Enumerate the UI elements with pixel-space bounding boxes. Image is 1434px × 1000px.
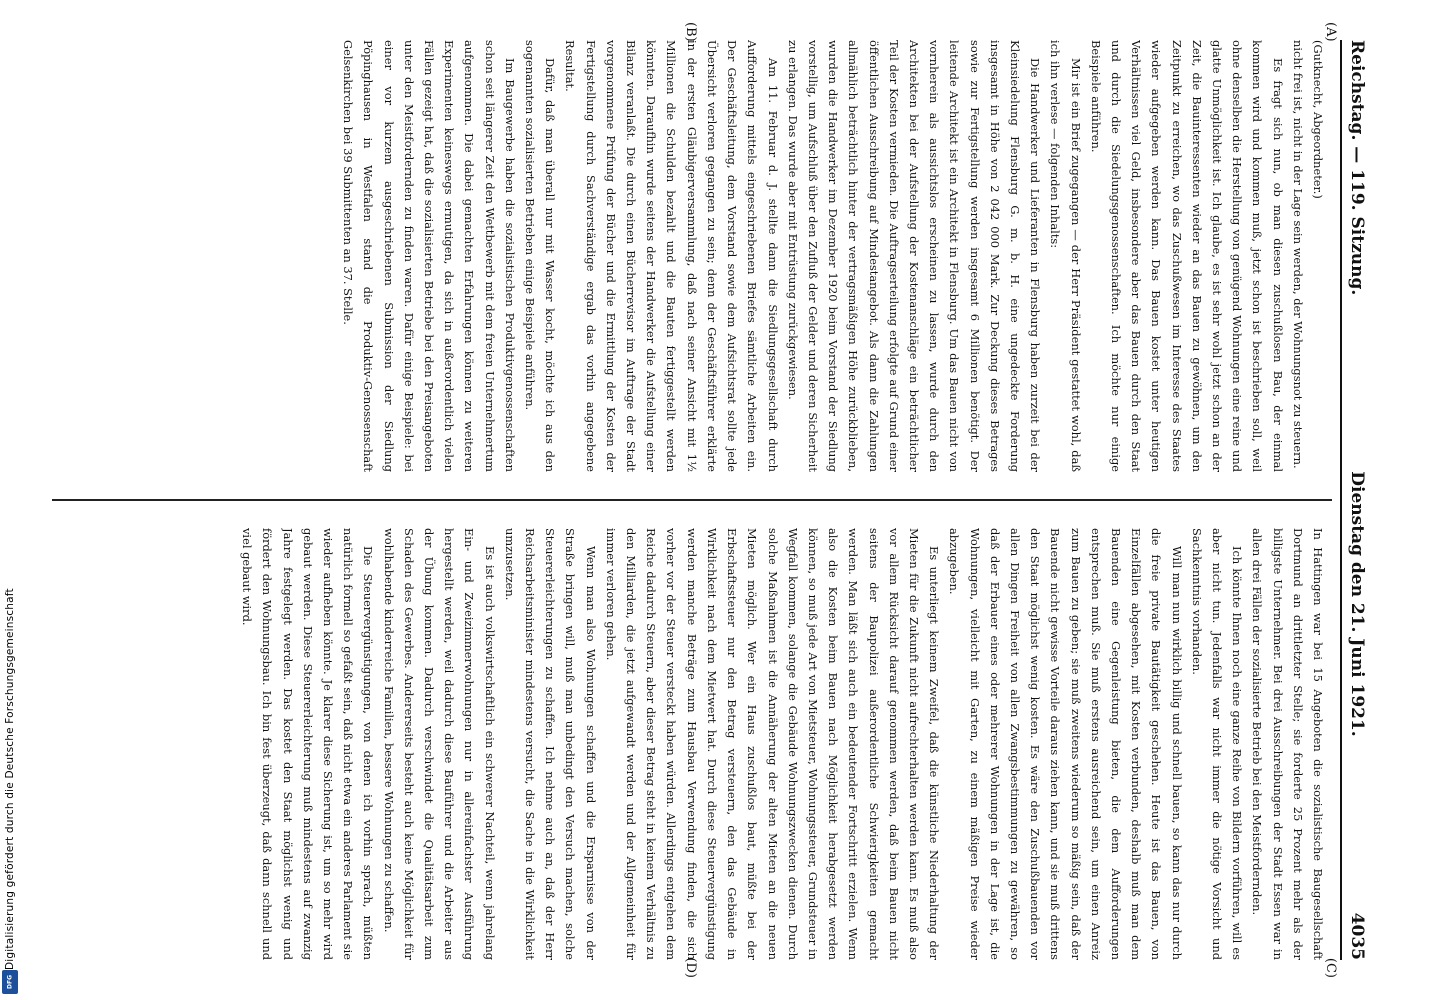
left-column (58, 40, 1328, 472)
paragraph: Es fragt sich nun, ob man diesen zuschußlosen Bau, der einmal kommen wird und kommen muß, jetzt schon ist beschrieben soll, weil ohne denselben die Herstellung von genügend Wohnungen eine reine und glatte Unmöglichkeit ist. Ich glaube, es ist sehr wohl jetzt schon an der Zeit, die Bauinteressenten wieder an das Bauen zu gewöhnen, um den Zeitpunkt zu erreichen, wo das Zuschußwesen im Interesse des Staates wieder aufgegeben werden kann. Das Bauen kostet unter heutigen Verhältnissen viel Geld, insbesondere aber das Bauen durch den Staat und durch die Siedelungsgenossenschaften. Ich möchte nur einige Beispiele anführen. (1088, 40, 1285, 472)
header-left: Reichstag. — 119. Sitzung. (1347, 40, 1367, 296)
header-center: Dienstag den 21. Juni 1921. (1347, 471, 1367, 737)
page-header (1340, 40, 1372, 960)
margin-mark-c: (C) (1323, 957, 1338, 978)
paragraph: Will man nun wirklich billig und schnell bauen, so kann das nur durch die freie private Bautätigkeit geschehen. Heute ist das Bauen, von Einzelfällen abgesehen, mit Kosten verbunden, deshalb muß man dem Bauenden eine Gegenleistung bieten, die dem Aufforderungen entsprechen muß. Sie muß erstens ausreichend sein, um einen Anreiz zum Bauen zu geben; sie muß zweitens wiederum so mäßig sein, daß der Bauende nicht gewisse Vorteile daraus ziehen kann, und sie muß drittens den Staat möglichst wenig kosten. Es wäre den Zuschußbauenden vor allen Dingen Freiheit von allen Zwangsbestimmungen zu gewähren, so daß der Erbauer eines oder mehrerer Wohnungen in der Lage ist, die Wohnungen, vielleicht mit Garten, zu einem mäßigen Preise wieder abzugeben. (947, 528, 1184, 960)
paragraph: (Gutknecht, Abgeordneter.) (1311, 40, 1325, 199)
dfg-logo-icon: DFG (2, 970, 18, 994)
paragraph: Am 11. Februar d. J. stellte dann die Siedlungsgesellschaft durch Aufforderung mittels eingeschriebenen Briefes sämtliche Arbeiten ein. Der Geschäftsleitung, dem Vorstand sowie dem Aufsichtsrat sollte jede Übersicht verloren gegangen zu sein; denn der Geschäftsführer erklärte in der ersten Gläubigerversammlung, daß nach seiner Ansicht mit 1½ Millionen die Schulden bezahlt und die Bauten fertiggestellt werden könnten. Daraufhin wurde seitens der Handwerker die Aufstellung einer Bilanz veranlaßt. Die durch einen Bücherrevisor im Auftrage der Stadt vorgenommene Prüfung der Bücher und die Ermittlung der Kosten der Fertigstellung durch Sachverständige ergab das vorhin angegebene Resultat. (563, 40, 780, 472)
paragraph: Die Handwerker und Lieferanten in Flensburg haben zurzeit bei der Kleinsiedelung Flensburg G. m. b. H. eine ungedeckte Forderung insgesamt in Höhe von 2 042 000 Mark. Zur Deckung dieses Betrages sowie zur Fertigstellung werden insgesamt 6 Millionen benötigt. Der leitende Architekt ist ein Architekt in Flensburg. Um das Bauen nicht von vornherein als aussichtslos erscheinen zu lassen, wurde durch den Architekten bei der Aufstellung der Kostenanschläge ein beträchtlicher Teil der Kosten vermieden. Die Auftragserteilung erfolgte auf Grund einer öffentlichen Ausschreibung auf Mindestangebot. Als dann die Zahlungen allmählich beträchtlich hinter der vertragsmäßigen Höhe zurückblieben, wurden die Handwerker im Dezember 1920 beim Vorstand der Siedlung vorstellig, um Aufschluß über den Zufluß der Gelder und deren Sicherheit zu erlangen. Das wurde aber mit Entrüstung zurückgewiesen. (785, 40, 1043, 472)
margin-mark-d: (D) (683, 957, 698, 978)
paragraph: Die Steuervergünstigungen, von denen ich vorhin sprach, müßten natürlich formell so gefaßt sein, daß nicht etwa ein anderes Parlament sie wieder aufheben könnte. Je klarer diese Sicherung ist, um so mehr wird gebaut werden. Diese Steuererleichterung muß mindestens auf zwanzig Jahre festgelegt werden. Das kostet den Staat möglichst wenig und fördert den Wohnungsbau. Ich bin fest überzeugt, daß dann schnell und viel gebaut wird. (240, 528, 376, 960)
margin-mark-b: (B) (683, 22, 698, 42)
paragraph: Dafür, daß man überall nur mit Wasser kocht, möchte ich aus den sogenannten sozialisierten Betrieben einige Beispiele anführen. (523, 40, 558, 472)
paragraph: nicht frei ist, nicht in der Lage sein werden, der Wohnungsnot zu steuern. (1290, 40, 1305, 469)
paragraph: Mir ist ein Brief zugegangen — der Herr Präsident gestattet wohl, daß ich ihn verlese — folgenden Inhalts: (1048, 40, 1083, 472)
scan-credit: Digitalisierung gefördert durch die Deutsche Forschungsgemeinschaft (4, 588, 16, 970)
scan-strip (0, 0, 20, 1000)
document-page (38, 20, 1378, 980)
paragraph: Wenn man also Wohnungen schaffen und die Ersparnisse von der Straße bringen will, muß man unbedingt den Versuch machen, solche Steuererleichterungen zu schaffen. Ich nehme auch an, daß der Herr Reichsarbeitsminister mindestens versucht, die Sache in die Wirklichkeit umzusetzen. (502, 528, 598, 960)
page-number: 4035 (1347, 912, 1367, 960)
right-column (58, 528, 1328, 960)
paragraph: Es unterliegt keinem Zweifel, daß die künstliche Niederhaltung der Mieten für die Zukunft nicht aufrechterhalten werden kann. Es muß also vor allem Rücksicht darauf genommen werden, daß beim Bauen nicht seitens der Baupolizei außerordentliche Schwierigkeiten gemacht werden. Man läßt sich auch ein bedeutender Fortschritt erzielen. Wenn also die Kosten beim Bauen nach Möglichkeit herabgesetzt werden können, so muß jede Art von Mietsteuer, Wohnungssteuer, Grundsteuer in Wegfall kommen, solange die Gebäude Wohnungszwecken dienen. Durch solche Maßnahmen ist die Annäherung der alten Mieten an die neuen Mieten möglich. Wer ein Haus zuschußlos baut, müßte bei der Erbschaftssteuer nur den Betrag versteuern, den das Gebäude in Wirklichkeit nach dem Mietwert hat. Durch diese Steuervergünstigung werden manche Beträge zum Hausbau Verwendung finden, die sich vorher vor der Steuer versteckt haben würden. Allerdings entgehen dem Reiche dadurch Steuern, aber dieser Betrag steht in keinem Verhältnis zu den Milliarden, die jetzt aufgewandt werden und der Allgemeinheit für immer verloren gehen. (603, 528, 942, 960)
margin-mark-a: (A) (1323, 22, 1338, 42)
paragraph: Es ist auch volkswirtschaftlich ein schwerer Nachteil, wenn jahrelang Ein- und Zweizimmerwohnungen nur in allereinfachster Ausführung hergestellt werden, weil dadurch diese Bauführer und die Arbeiter aus der Übung kommen. Dadurch verschwindet die Qualitätsarbeit zum Schaden des Gewerbes. Andererseits besteht auch keine Möglichkeit für wohlhabende kinderreiche Familien, bessere Wohnungen zu schaffen. (381, 528, 497, 960)
column-divider (52, 499, 1332, 501)
paragraph: Ich könnte Ihnen noch eine ganze Reihe von Bildern vorführen, will es aber nicht tun. Jedenfalls war nicht immer die nötige Vorsicht und Sachkenntnis vorhanden. (1189, 528, 1245, 960)
paragraph: In Hattingen war bei 15 Angeboten die sozialistische Baugesellschaft Dortmund an drittletzter Stelle; sie forderte 25 Prozent mehr als der billigste Unternehmer. Bei drei Ausschreibungen der Stadt Essen war in allen drei Fällen der sozialisierte Betrieb bei den Meistfordernden. (1250, 528, 1325, 960)
paragraph: Im Baugewerbe haben die sozialistischen Produktivgenossenschaften schon seit längerer Zeit den Wettbewerb mit dem freien Unternehmertum aufgenommen. Die dabei gemachten Erfahrungen können zu weiteren Experimenten keineswegs ermutigen, da sich in außerordentlich vielen Fällen gezeigt hat, daß die sozialisierten Betriebe bei den Preisangeboten unter den Meistfordernden zu finden waren. Dafür einige Beispiele: bei einer vor kurzem ausgeschriebenen Submission der Siedlung Pöpinghausen in Westfalen stand die Produktiv-Genossenschaft Gelsenkirchen bei 39 Submittenten an 37. Stelle. (341, 40, 517, 472)
